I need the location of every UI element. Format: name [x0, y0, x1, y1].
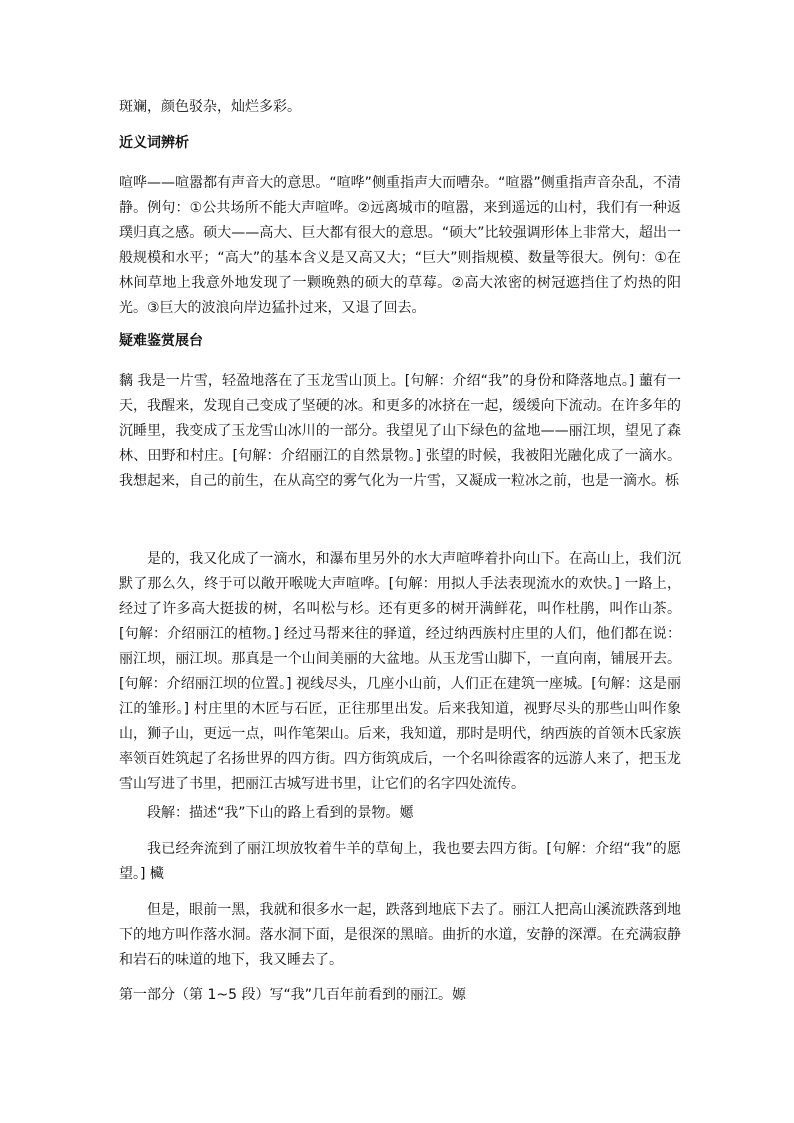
synonym-analysis-paragraph: 喧哗——喧嚣都有声音大的意思。“喧哗”侧重指声大而嘈杂。“喧嚣”侧重指声音杂乱，不清静。例句：①公共场所不能大声喧哗。②远离城市的喧嚣，来到遥远的山村，我们有一种返璞归真之感。硕大——高大、巨大都有很大的意思。“硕大”比较强调形体上非常大，超出一般规模和水平；“高大”的基本含义是又高又大；“巨大”则指规模、数量等很大。例句：①在林间草地上我意外地发现了一颗晚熟的硕大的草莓。②高大浓密的树冠遮挡住了灼热的阳光。③巨大的波浪向岸边猛扑过来，又退了回去。	[119, 175, 681, 316]
section-heading-appreciation: 疑难鉴赏展台	[119, 333, 203, 349]
part-summary: 第一部分（第 1~5 段）写“我”几百年前看到的丽江。嫄	[119, 987, 466, 1003]
paragraph-explanation: 段解：描述“我”下山的路上看到的景物。嬺	[147, 805, 414, 821]
passage-paragraph-2: 是的，我又化成了一滴水，和瀑布里另外的水大声喧哗着扑向山下。在高山上，我们沉默了那么久，终于可以敞开喉咙大声喧哗。[句解：用拟人手法表现流水的欢快。] 一路上，经过了许多高大挺拔的树，名叫松与杉。还有更多的树开满鲜花，叫作杜鹃，叫作山茶。[句解：介绍丽江的植物。] 经过马帮来往的驿道，经过纳西族村庄里的人们，他们都在说：丽江坝，丽江坝。那真是一个山间美丽的大盆地。从玉龙雪山脚下，一直向南，铺展开去。[句解：介绍丽江坝的位置。] 视线尽头，几座小山前，人们正在建筑一座城。[句解：这是丽江的雏形。] 村庄里的木匠与石匠，正往那里出发。后来我知道，视野尽头的那些山叫作象山，狮子山，更远一点，叫作笔架山。后来，我知道，那时是明代，纳西族的首领木氏家族率领百姓筑起了名扬世界的四方街。四方街筑成后，一个名叫徐霞客的远游人来了，把玉龙雪山写进了书里，把丽江古城写进书里，让它们的名字四处流传。	[119, 551, 681, 792]
passage-paragraph-1: 黐 我是一片雪，轻盈地落在了玉龙雪山顶上。[句解：介绍“我”的身份和降落地点。] 蘁有一天，我醒来，发现自己变成了坚硬的冰。和更多的冰挤在一起，缓缓向下流动。在许多年的沉睡里，我变成了玉龙雪山冰川的一部分。我望见了山下绿色的盆地——丽江坝，望见了森林、田野和村庄。[句解：介绍丽江的自然景物。] 张望的时候，我被阳光融化成了一滴水。我想起来，自己的前生，在从高空的雾气化为一片雪，又凝成一粒冰之前，也是一滴水。栎	[119, 373, 681, 489]
passage-paragraph-3: 我已经奔流到了丽江坝放牧着牛羊的草甸上，我也要去四方街。[句解：介绍“我”的愿望。] 欌	[119, 841, 681, 882]
section-heading-synonyms: 近义词辨析	[119, 135, 189, 151]
passage-paragraph-4: 但是，眼前一黑，我就和很多水一起，跌落到地底下去了。丽江人把高山溪流跌落到地下的地方叫作落水洞。落水洞下面，是很深的黑暗。曲折的水道，安静的深潭。在充满寂静和岩石的味道的地下，我又睡去了。	[119, 902, 681, 968]
definition-tail: 斑斓，颜色驳杂，灿烂多彩。	[119, 99, 301, 115]
